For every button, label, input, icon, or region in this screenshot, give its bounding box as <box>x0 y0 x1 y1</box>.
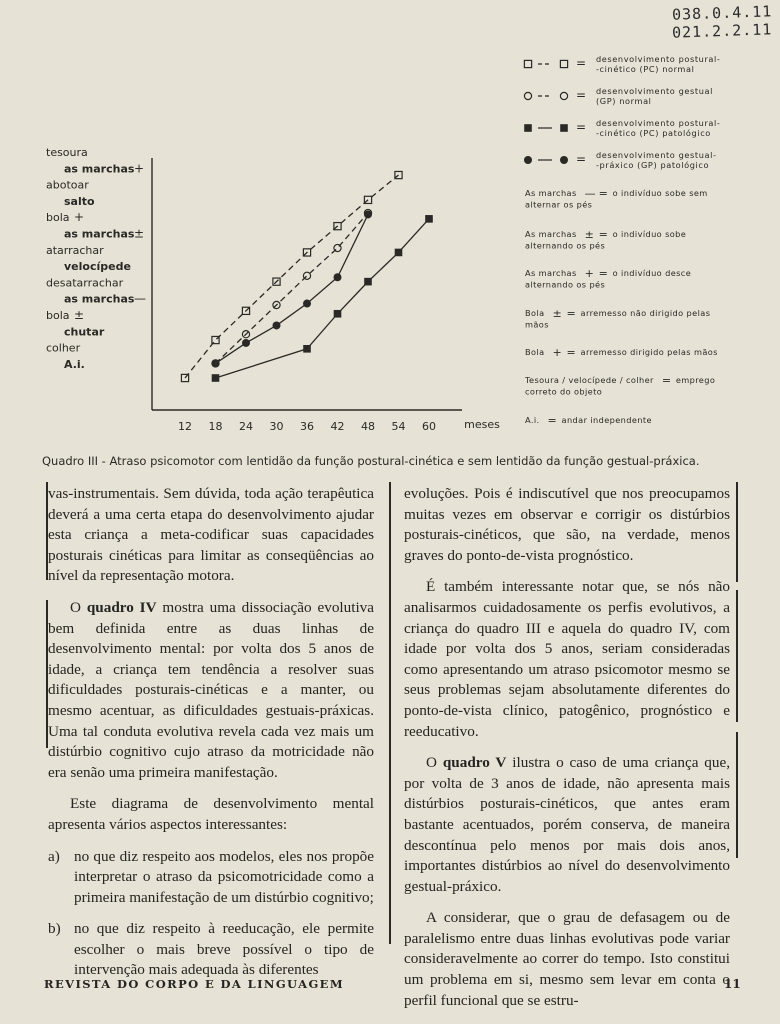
data-point-gp_patologico <box>303 300 311 308</box>
legend-note-equals: = <box>598 228 608 241</box>
legend-note-lead: Tesoura / velocípede / colher <box>525 375 654 385</box>
series-line-pc_normal <box>185 175 399 378</box>
legend-equals: = <box>576 152 587 166</box>
legend-note-equals: = <box>598 267 608 280</box>
series-line-gp_normal <box>216 213 369 363</box>
legend-marker <box>524 124 532 132</box>
legend-note-symbol: ± <box>584 228 594 241</box>
aspects-list <box>48 847 374 982</box>
legend-text: desenvolvimento gestual- <box>596 150 717 160</box>
legend-equals: = <box>576 56 587 70</box>
legend-note-text: andar independente <box>561 415 652 425</box>
series-line-pc_patologico <box>216 219 430 378</box>
legend-marker <box>560 92 567 99</box>
legend-equals: = <box>576 88 587 102</box>
x-tick-label: 42 <box>330 420 345 433</box>
right-margin-rule <box>736 732 738 858</box>
development-chart <box>0 0 780 440</box>
legend-note-text: emprego <box>675 375 716 385</box>
y-axis-label: abotoar <box>46 178 89 192</box>
legend-note-lead: A.i. <box>525 415 540 425</box>
y-axis-label: bola <box>46 211 70 225</box>
list-item: a) no que diz respeito aos modelos, eles nos propõe interpretar o atraso da psicomotricidade como a primeira manifestação de um distúrbio cognitivo; <box>48 847 374 906</box>
y-axis-label: as marchas <box>64 292 135 306</box>
paragraph: A considerar, que o grau de defasagem ou de paralelismo entre duas linhas evolutivas pode variar consideravelmente ao correr do tempo. Isto constitui um problema em si, mesmo sem levar em conta o perfil funcional que se estru- <box>404 909 730 1009</box>
legend-note-text: o indivíduo sobe sem <box>612 188 708 198</box>
legend-note-lead: Bola <box>525 308 545 318</box>
x-tick-label: 48 <box>361 420 375 433</box>
y-axis-marker: ± <box>134 226 145 241</box>
legend-marker <box>524 60 531 67</box>
legend-note-symbol: — <box>584 187 596 200</box>
list-item: b) no que diz respeito à reeducação, ele permite escolher o mais breve possível o tipo de intervenção mais adequada às diferentes <box>48 920 374 979</box>
legend-text: desenvolvimento postural- <box>596 54 721 64</box>
quadro-iv-ref: quadro IV <box>86 598 157 616</box>
legend-text: (GP) normal <box>596 96 652 106</box>
y-axis-marker: + <box>134 161 145 176</box>
legend-equals: = <box>576 120 587 134</box>
data-point-gp_patologico <box>242 339 250 347</box>
legend-marker <box>560 60 567 67</box>
legend-note-equals: = <box>566 346 576 359</box>
left-margin-rule <box>46 600 48 748</box>
y-axis-label: velocípede <box>64 260 131 274</box>
paragraph: O quadro IV mostra uma dissociação evolutiva bem definida entre as duas linhas de desenvolvimento mental: por volta dos 5 anos de idade, a criança tem tendência a resolver suas dificuldades posturais-cinéticas e a manter, ou mesmo acentuar, as dificuldades gestuais-práxicas. Uma tal conduta evolutiva revela cada vez mais um distúrbio cognitivo cujo atraso da motricidade não era senão uma primeira manifestação. <box>48 598 374 781</box>
x-tick-label: 60 <box>422 420 436 433</box>
legend-text: -práxico (GP) patológico <box>596 160 710 170</box>
legend-text: desenvolvimento postural- <box>596 118 721 128</box>
y-axis-label: as marchas <box>64 227 135 241</box>
quadro-v-ref: quadro V <box>442 754 507 772</box>
legend-marker <box>524 156 532 164</box>
data-point-gp_patologico <box>364 210 372 218</box>
y-axis-label: A.i. <box>64 357 85 371</box>
right-margin-rule <box>736 482 738 582</box>
y-axis-label: salto <box>64 194 95 208</box>
y-axis-marker: + <box>74 210 85 225</box>
legend-note-lead: As marchas <box>525 229 577 239</box>
x-tick-label: 30 <box>269 420 284 433</box>
data-point-pc_patologico <box>425 215 433 223</box>
x-tick-label: 24 <box>239 420 253 433</box>
legend-note-equals: = <box>566 307 576 320</box>
data-point-gp_patologico <box>212 359 220 367</box>
column-divider <box>389 482 391 944</box>
left-column <box>48 484 374 992</box>
data-point-gp_normal <box>303 272 310 279</box>
x-axis-label: meses <box>464 418 500 431</box>
legend-note-equals: = <box>598 187 608 200</box>
right-column <box>404 484 730 1022</box>
legend-note-text: alternando os pés <box>525 279 606 290</box>
figure-quadro-iii <box>0 0 780 440</box>
y-axis-label: chutar <box>64 325 105 339</box>
y-axis-label: desatarrachar <box>46 276 124 290</box>
archive-number-1: 038.0.4.11 <box>671 2 773 24</box>
data-point-gp_patologico <box>334 273 342 281</box>
data-point-gp_normal <box>334 244 341 251</box>
legend-marker <box>560 124 568 132</box>
legend-note-text: o indivíduo desce <box>612 268 692 278</box>
y-axis-marker: — <box>134 291 146 306</box>
y-axis-label: as marchas <box>64 162 135 176</box>
y-axis-label: atarrachar <box>46 243 104 257</box>
data-point-gp_patologico <box>273 321 281 329</box>
data-point-pc_patologico <box>303 345 311 353</box>
y-axis-label: tesoura <box>46 146 88 159</box>
x-tick-label: 18 <box>208 420 223 433</box>
legend-note-lead: As marchas <box>525 188 577 198</box>
legend-text: -cinético (PC) patológico <box>596 128 711 138</box>
y-axis-marker: ± <box>74 308 85 322</box>
paragraph: evoluções. Pois é indiscutível que nos preocupamos muitas vezes em observar e corrigir os distúrbios posturais-cinéticos, que são, na verdade, menos graves do ponto-de-vista prognóstico. <box>404 485 730 564</box>
legend-marker <box>560 156 568 164</box>
legend-note-text: alternar os pés <box>525 199 593 210</box>
data-point-pc_patologico <box>334 310 342 318</box>
legend-note-text: arremesso não dirigido pelas <box>580 308 711 318</box>
legend-note-text: correto do objeto <box>525 386 603 397</box>
paragraph: É também interessante notar que, se nós não analisarmos cuidadosamente os perfis evolutivos, a criança do quadro III e aquela do quadro IV, com idade por volta dos 5 anos, seriam consideradas como apresentando um atraso psicomotor mesmo se seus problemas sejam absolutamente diferentes do ponto-de-vista clínico, patogênico, prognóstico e reeducativo. <box>404 578 730 740</box>
legend-note-text: arremesso dirigido pelas mãos <box>580 347 718 357</box>
data-point-pc_patologico <box>364 278 372 286</box>
legend-text: desenvolvimento gestual <box>596 86 713 96</box>
journal-title: REVISTA DO CORPO E DA LINGUAGEM <box>44 977 344 991</box>
legend-note-symbol: ± <box>552 307 562 320</box>
paragraph: O quadro V ilustra o caso de uma criança que, por volta de 3 anos de idade, não apresenta mais distúrbios posturais-cinéticos, que antes eram bastante acentuados, porém conserva, de maneira descontínua pelo menos por mais dois anos, importantes distúrbios ao nível do desenvolvimento gestual-práxico. <box>404 754 731 895</box>
data-point-pc_patologico <box>212 374 220 382</box>
legend-note-equals: = <box>547 414 557 427</box>
legend-note-symbol: + <box>584 267 594 280</box>
legend-note-symbol: + <box>552 346 562 359</box>
x-tick-label: 54 <box>391 420 406 433</box>
legend-note-text: mãos <box>525 319 549 330</box>
left-margin-rule <box>46 482 48 580</box>
paragraph: vas-instrumentais. Sem dúvida, toda ação terapêutica deverá a uma certa etapa do desenvolvimento ajudar esta criança a meta-codificar suas capacidades posturais cinéticas para limitar as conseqüências ao nível da representação motora. <box>48 485 374 585</box>
x-tick-label: 36 <box>300 420 314 433</box>
legend-note-lead: Bola <box>525 347 545 357</box>
page-number: 11 <box>724 977 741 991</box>
legend-marker <box>524 92 531 99</box>
legend-text: -cinético (PC) normal <box>596 64 695 74</box>
y-axis-label: bola <box>46 309 70 322</box>
legend-note-text: alternando os pés <box>525 240 606 251</box>
x-tick-label: 12 <box>178 420 192 433</box>
right-margin-rule <box>736 590 738 722</box>
legend-note-equals: = <box>661 374 672 387</box>
archive-number-2: 021.2.2.11 <box>671 20 773 42</box>
legend-note-lead: As marchas <box>525 268 577 278</box>
legend-note-text: o indivíduo sobe <box>612 229 687 239</box>
y-axis-label: colher <box>46 341 81 355</box>
paragraph: Este diagrama de desenvolvimento mental apresenta vários aspectos interessantes: <box>48 795 374 833</box>
figure-caption: Quadro III - Atraso psicomotor com lentidão da função postural-cinética e sem lentidão da função gestual-práxica. <box>42 454 700 468</box>
data-point-pc_patologico <box>395 249 403 257</box>
